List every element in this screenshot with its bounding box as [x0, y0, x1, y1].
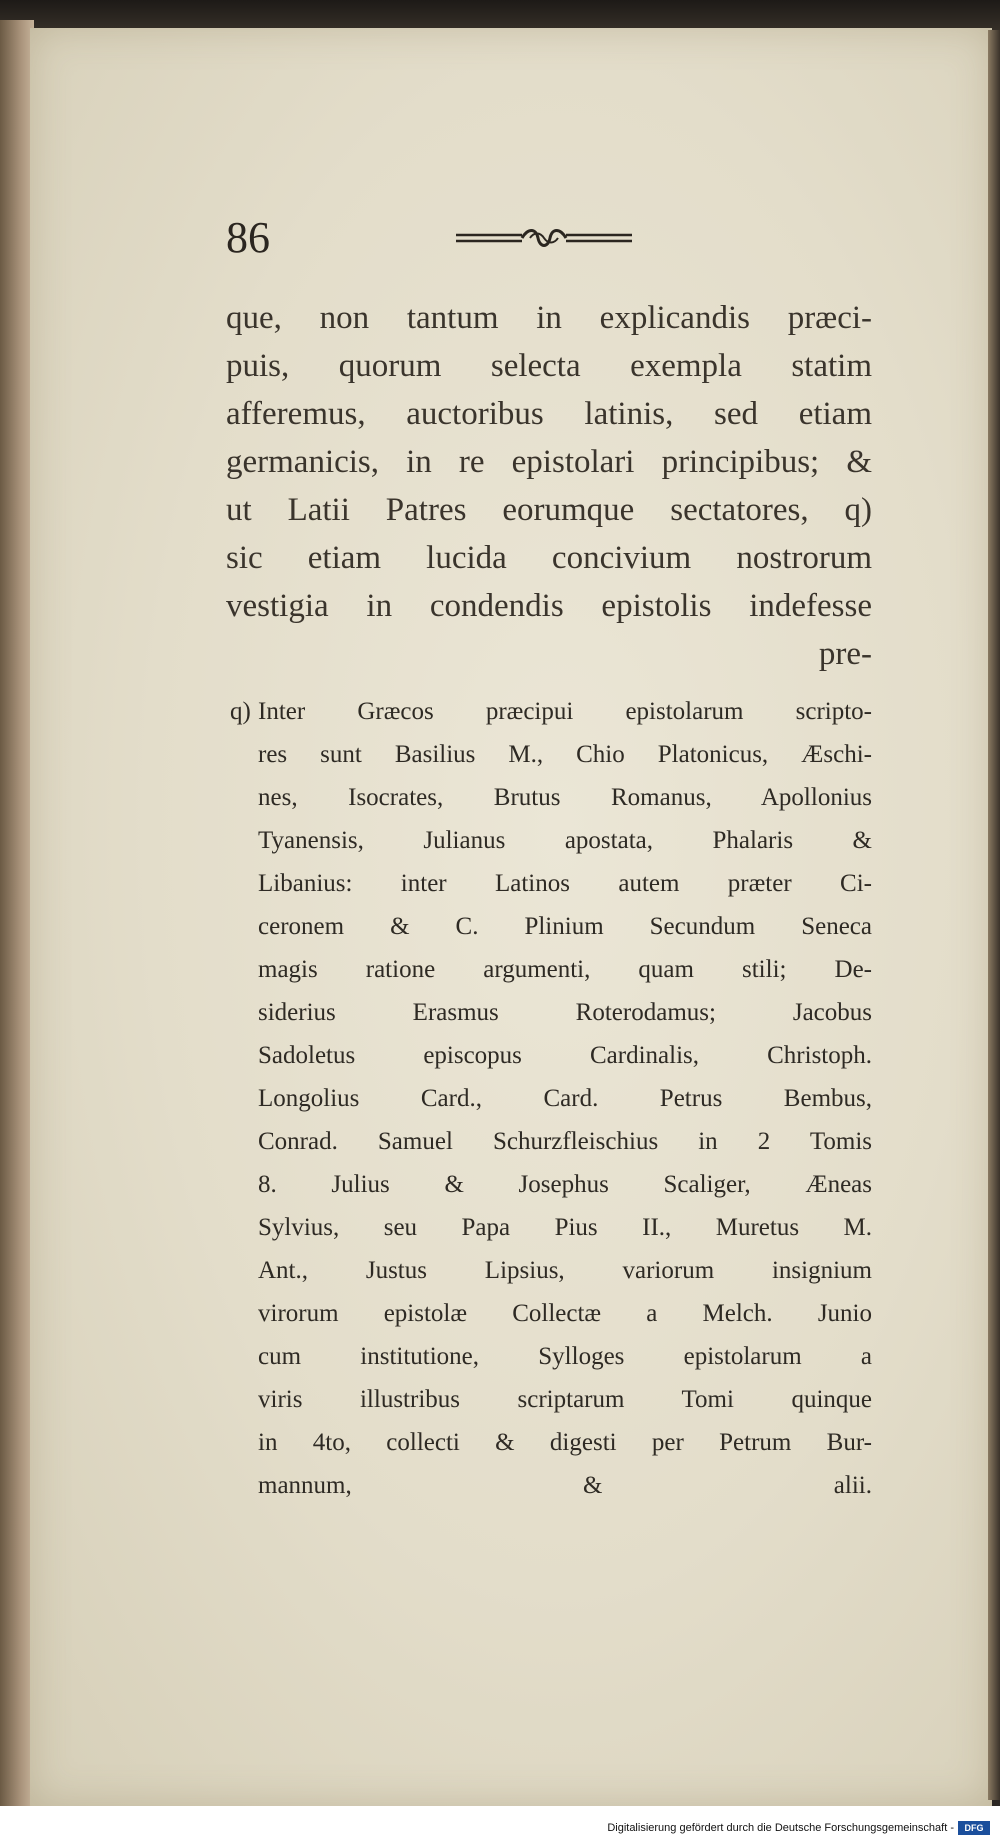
text-line: sic etiam lucida concivium nostrorum: [226, 540, 872, 576]
book-spine-edge: [0, 20, 34, 1810]
text-line: puis, quorum selecta exempla statim: [226, 348, 872, 384]
catchword: pre-: [818, 636, 872, 672]
main-text: [226, 294, 872, 678]
header-ornament: [452, 224, 636, 254]
text-line: germanicis, in re epistolari principibus; &: [226, 444, 872, 480]
footnote-line: Sadoletus episcopus Cardinalis, Christoph.: [258, 1042, 872, 1069]
footnote-line: cum institutione, Sylloges epistolarum a: [258, 1343, 872, 1370]
footnote-line: Longolius Card., Card. Petrus Bembus,: [258, 1085, 872, 1112]
text-line: vestigia in condendis epistolis indefesse: [226, 588, 872, 624]
footnote-line: nes, Isocrates, Brutus Romanus, Apollonius: [258, 784, 872, 811]
footnote-line: Sylvius, seu Papa Pius II., Muretus M.: [258, 1214, 872, 1241]
footnote: [230, 690, 872, 1507]
footnote-line: viris illustribus scriptarum Tomi quinque: [258, 1386, 872, 1413]
footnote-line: siderius Erasmus Roterodamus; Jacobus: [258, 999, 872, 1026]
footnote-line: Conrad. Samuel Schurzfleischius in 2 Tomis: [258, 1128, 872, 1155]
footnote-line: mannum, & alii.: [258, 1472, 872, 1499]
footnote-line: Inter Græcos præcipui epistolarum scripto-: [258, 698, 872, 725]
digitization-credit: Digitalisierung gefördert durch die Deutsche Forschungsgemeinschaft -: [607, 1822, 954, 1834]
footnote-line: Tyanensis, Julianus apostata, Phalaris &: [258, 827, 872, 854]
dfg-logo: DFG: [958, 1821, 990, 1835]
footnote-line: 8. Julius & Josephus Scaliger, Æneas: [258, 1171, 872, 1198]
footnote-line: res sunt Basilius M., Chio Platonicus, Æschi-: [258, 741, 872, 768]
footnote-line: Ant., Justus Lipsius, variorum insignium: [258, 1257, 872, 1284]
footnote-line: ceronem & C. Plinium Secundum Seneca: [258, 913, 872, 940]
footnote-line: virorum epistolæ Collectæ a Melch. Junio: [258, 1300, 872, 1327]
footnote-line: Libanius: inter Latinos autem præter Ci-: [258, 870, 872, 897]
text-line: ut Latii Patres eorumque sectatores, q): [226, 492, 872, 528]
page-right-edge: [988, 30, 1000, 1800]
footnote-line: magis ratione argumenti, quam stili; De-: [258, 956, 872, 983]
page-number: 86: [226, 213, 270, 262]
text-line: que, non tantum in explicandis præci-: [226, 300, 872, 336]
footnote-marker: q): [230, 698, 251, 725]
text-line: afferemus, auctoribus latinis, sed etiam: [226, 396, 872, 432]
footnote-line: in 4to, collecti & digesti per Petrum Bur-: [258, 1429, 872, 1456]
